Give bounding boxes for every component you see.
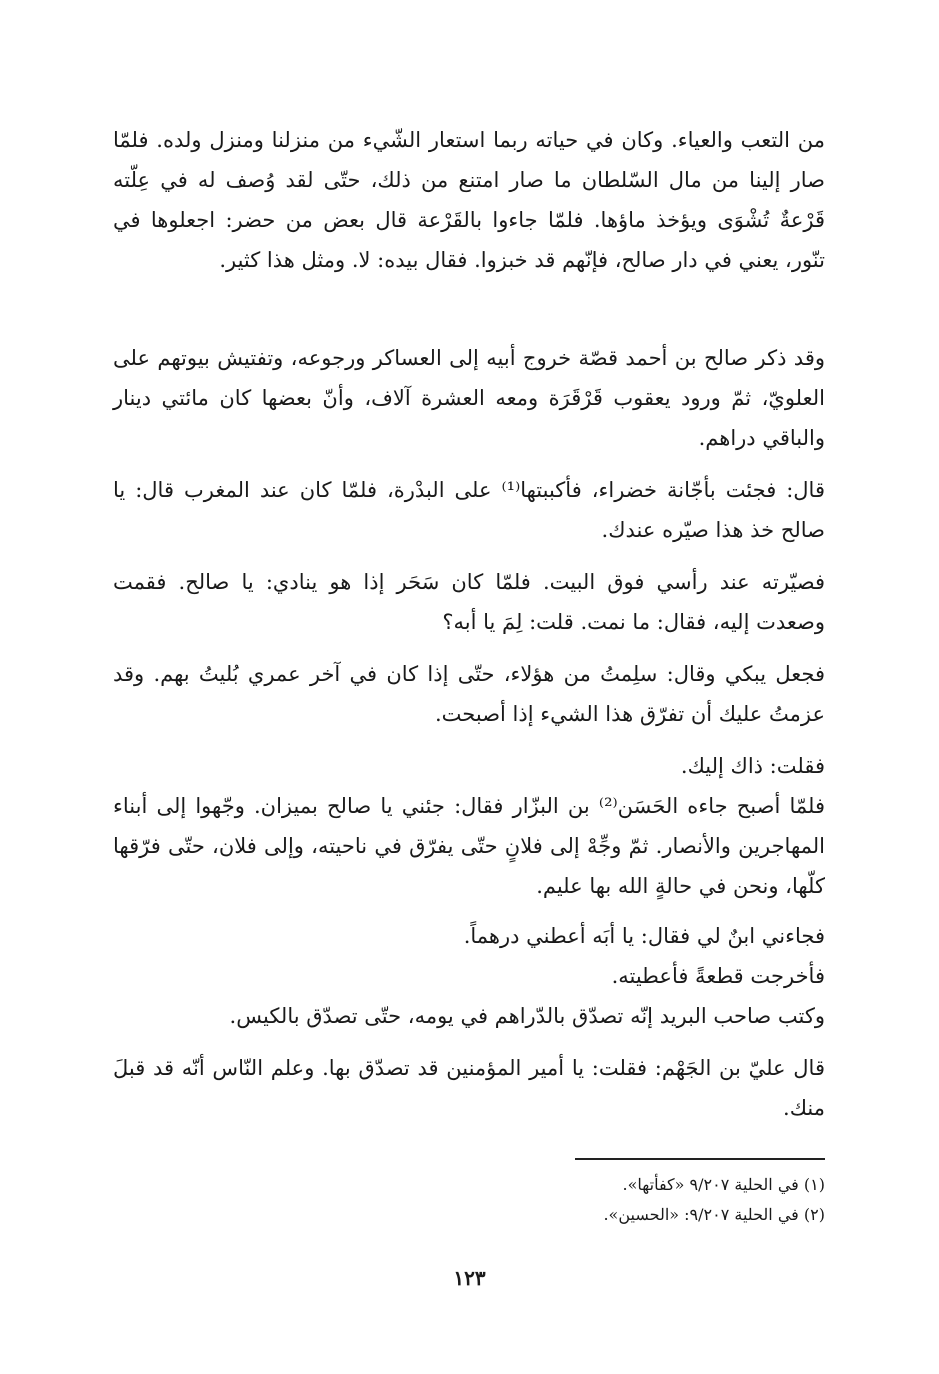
page-number: ١٢٣ <box>453 1266 486 1290</box>
paragraph-11: قال عليّ بن الجَهْم: فقلت: يا أمير المؤمنين قد تصدّق بها. وعلم النّاس أنّه قد قبلَ منك. <box>113 1056 825 1120</box>
paragraph-9: فأخرجت قطعةً فأعطيته. <box>611 964 825 988</box>
footnote-separator <box>575 1158 825 1160</box>
paragraph-8: فجاءني ابنٌ لي فقال: يا أبَه أعطني درهماً. <box>463 924 825 948</box>
paragraph-6: فقلت: ذاك إليك. <box>680 754 825 778</box>
paragraph-7: فلمّا أصبح جاءه الحَسَن⁽²⁾ بن البزّار فقال: جئني يا صالح بميزان. وجّهوا إلى أبناء المهاجرين والأنصار. ثمّ وجِّهْ إلى فلانٍ حتّى يفرّق في ناحيته، وإلى فلان، حتّى فرّقها كلّها، ونحن في حالةٍ الله بها عليم. <box>113 794 825 898</box>
paragraph-2: وقد ذكر صالح بن أحمد قصّة خروج أبيه إلى العساكر ورجوعه، وتفتيش بيوتهم على العلويّ، ثمّ ورود يعقوب قَرْقَرَة ومعه العشرة آلاف، وأنّ بعضها كان مائتي دينار والباقي دراهم. <box>113 346 825 450</box>
footnote-2: (٢) في الحلية ٩/٢٠٧: «الحسين». <box>603 1205 825 1224</box>
paragraph-10: وكتب صاحب البريد إنّه تصدّق بالدّراهم في يومه، حتّى تصدّق بالكيس. <box>229 1004 825 1028</box>
paragraph-3: قال: فجئت بأجّانة خضراء، فأكببتها⁽¹⁾ على البدْرة، فلمّا كان عند المغرب قال: يا صالح خذ هذا صيّره عندك. <box>113 478 825 542</box>
footnotes-block <box>113 1170 825 1230</box>
paragraph-1: من التعب والعياء. وكان في حياته ربما استعار الشّيء من منزلنا ومنزل ولده. فلمّا صار إلينا من مال السّلطان ما صار امتنع من ذلك، حتّى لقد وُصف له في عِلّته قَرْعةٌ تُشْوَى ويؤخذ ماؤها. فلمّا جاءوا بالقَرْعة قال بعض من حضر: اجعلوها في تنّور، يعني في دار صالح، فإنّهم قد خبزوا. فقال بيده: لا. ومثل هذا كثير. <box>113 128 825 272</box>
paragraph-4: فصيّرته عند رأسي فوق البيت. فلمّا كان سَحَر إذا هو ينادي: يا صالح. فقمت وصعدت إليه، فقال: ما نمت. قلت: لِمَ يا أبه؟ <box>113 570 825 634</box>
paragraph-5: فجعل يبكي وقال: سلِمتُ من هؤلاء، حتّى إذا كان في آخر عمري بُليتُ بهم. وقد عزمتُ عليك أن تفرّق هذا الشيء إذا أصبحت. <box>113 662 825 726</box>
footnote-1: (١) في الحلية ٩/٢٠٧ «كفأتها». <box>622 1175 825 1194</box>
main-text-block <box>113 120 825 1128</box>
